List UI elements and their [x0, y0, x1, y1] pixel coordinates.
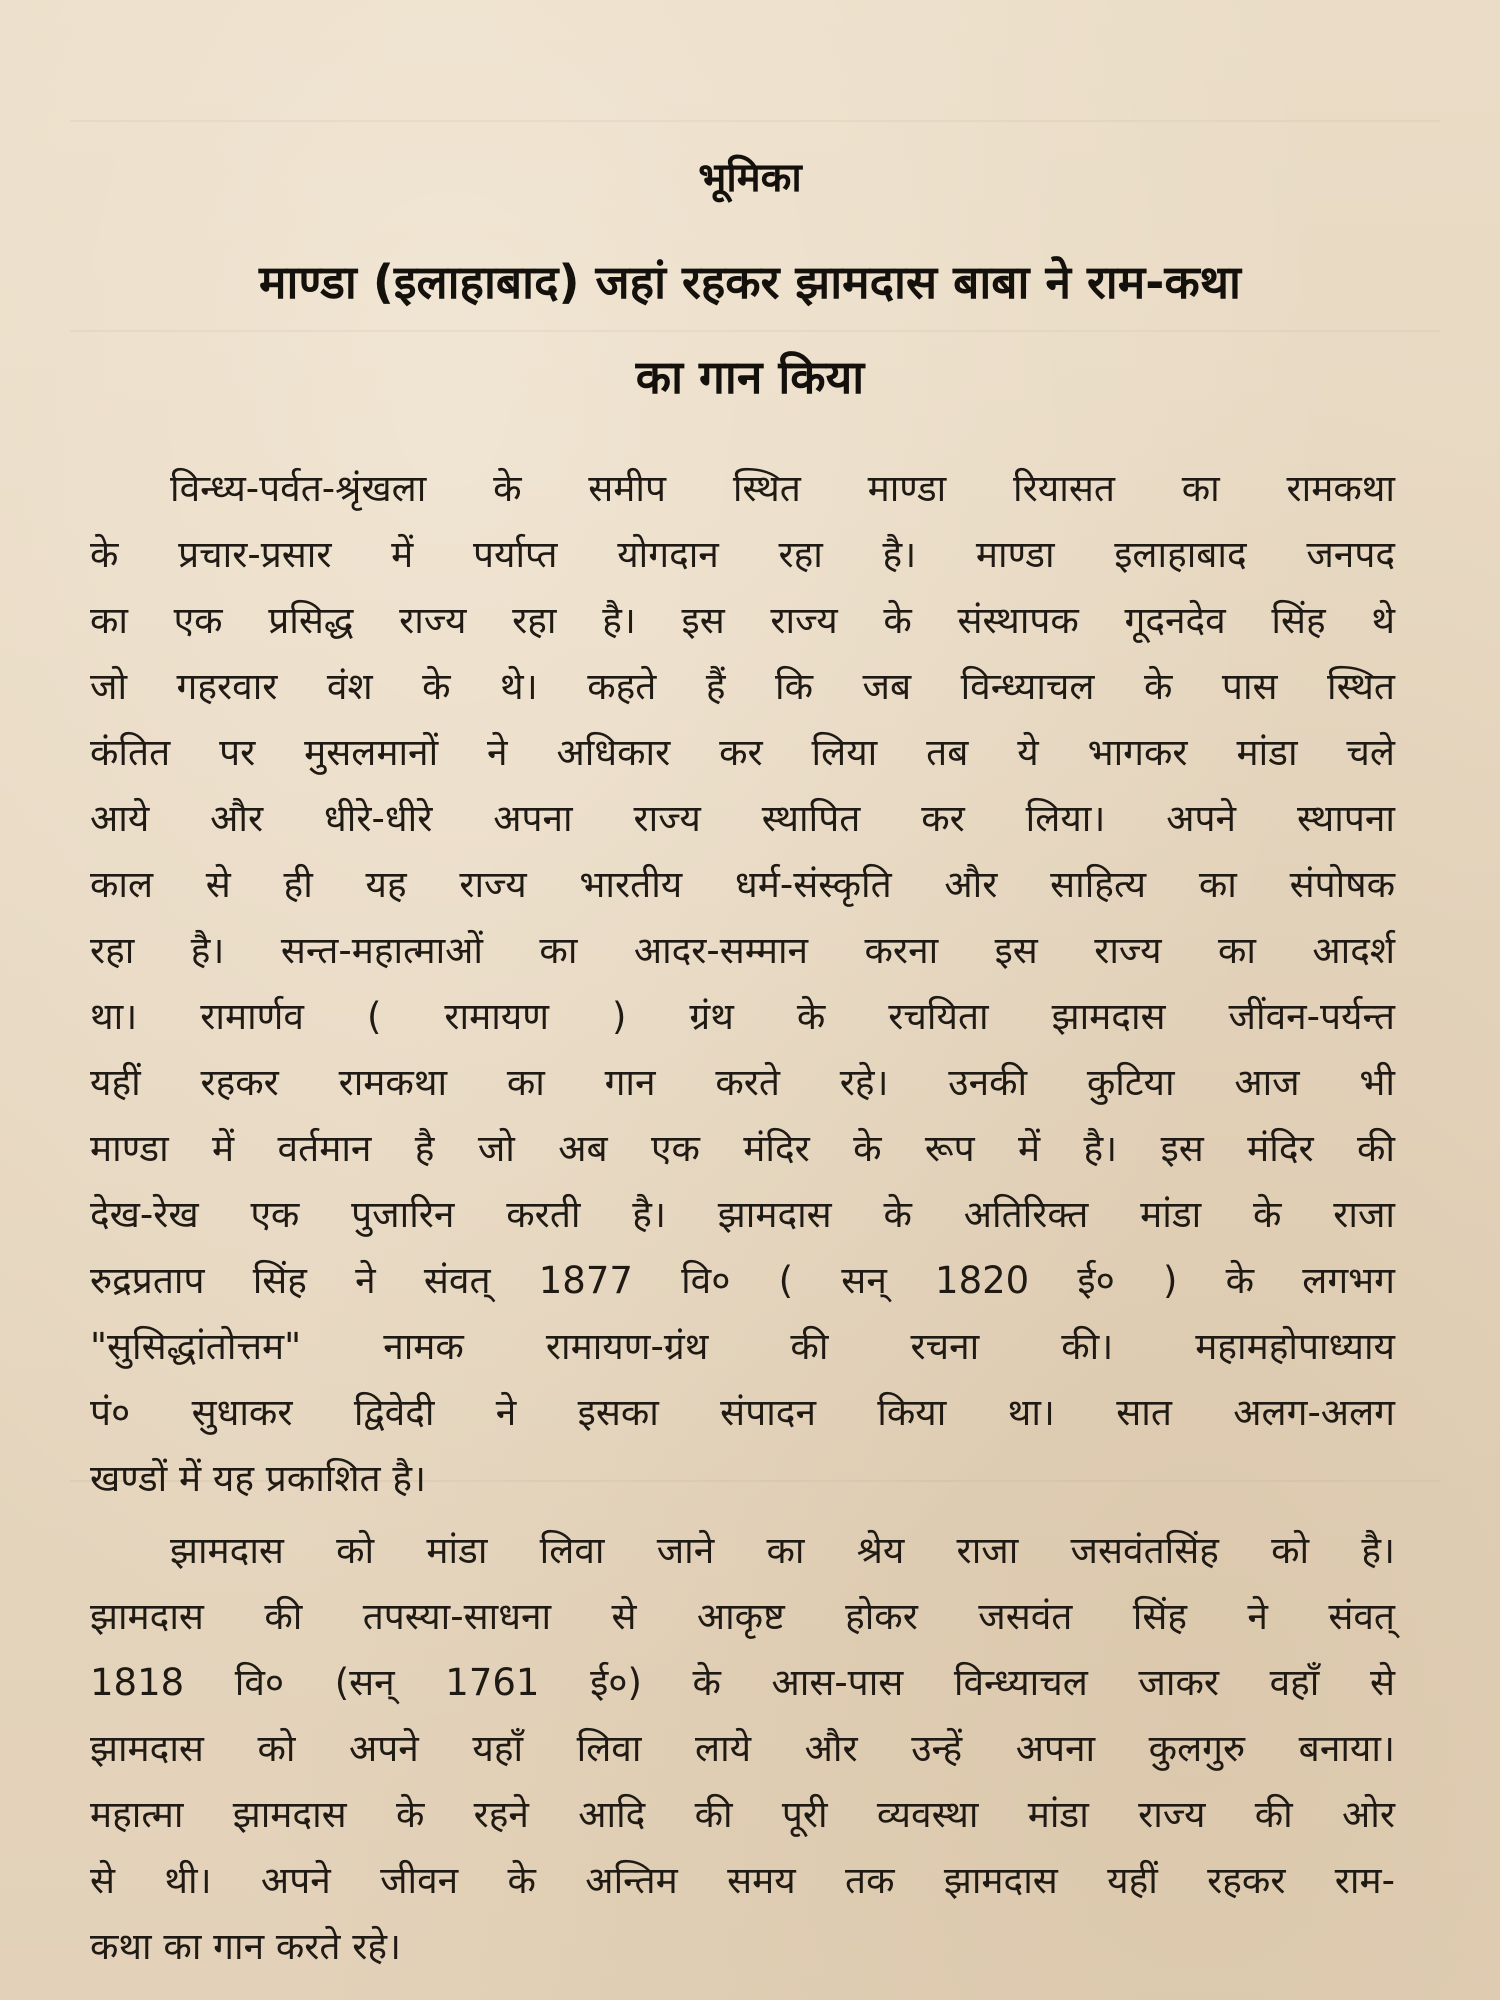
text-line: था। रामार्णव ( रामायण ) ग्रंथ के रचयिता झामदास जींवन-पर्यन्त: [90, 995, 1395, 1038]
text-line: देख-रेख एक पुजारिन करती है। झामदास के अतिरिक्त मांडा के राजा: [90, 1193, 1395, 1236]
text-line: कंतित पर मुसलमानों ने अधिकार कर लिया तब ये भागकर मांडा चले: [90, 731, 1395, 774]
text-line: पं० सुधाकर द्विवेदी ने इसका संपादन किया था। सात अलग-अलग: [90, 1391, 1395, 1434]
text-line: आये और धीरे-धीरे अपना राज्य स्थापित कर लिया। अपने स्थापना: [90, 797, 1395, 840]
text-line: झामदास को मांडा लिवा जाने का श्रेय राजा जसवंतसिंह को है।: [170, 1529, 1395, 1572]
text-line: माण्डा में वर्तमान है जो अब एक मंदिर के रूप में है। इस मंदिर की: [90, 1127, 1395, 1170]
text-line: रुद्रप्रताप सिंह ने संवत् 1877 वि० ( सन् 1820 ई० ) के लगभग: [90, 1259, 1395, 1302]
text-line: जो गहरवार वंश के थे। कहते हैं कि जब विन्ध्याचल के पास स्थित: [90, 665, 1395, 708]
title-line-1: माण्डा (इलाहाबाद) जहां रहकर झामदास बाबा ने राम-कथा: [259, 255, 1241, 309]
text-line: काल से ही यह राज्य भारतीय धर्म-संस्कृति और साहित्य का संपोषक: [90, 863, 1395, 906]
text-line: 1818 वि० (सन् 1761 ई०) के आस-पास विन्ध्याचल जाकर वहाँ से: [90, 1661, 1395, 1704]
text-line: "सुसिद्धांतोत्तम" नामक रामायण-ग्रंथ की रचना की। महामहोपाध्याय: [90, 1325, 1395, 1368]
text-line: यहीं रहकर रामकथा का गान करते रहे। उनकी कुटिया आज भी: [90, 1061, 1395, 1104]
text-line: कथा का गान करते रहे।: [90, 1925, 402, 1968]
text-line: झामदास की तपस्या-साधना से आकृष्ट होकर जसवंत सिंह ने संवत्: [90, 1595, 1395, 1638]
bleed-through-mark: [70, 120, 1440, 122]
text-line: से थी। अपने जीवन के अन्तिम समय तक झामदास यहीं रहकर राम-: [90, 1859, 1395, 1902]
text-line: खण्डों में यह प्रकाशित है।: [90, 1457, 427, 1500]
paragraph-2: [90, 1518, 1395, 1980]
text-line: के प्रचार-प्रसार में पर्याप्त योगदान रहा है। माण्डा इलाहाबाद जनपद: [90, 533, 1395, 576]
bleed-through-mark: [70, 330, 1440, 332]
paragraph-1: [90, 456, 1395, 1512]
section-heading: भूमिका: [698, 155, 802, 201]
text-line: विन्ध्य-पर्वत-श्रृंखला के समीप स्थित माण्डा रियासत का रामकथा: [170, 467, 1395, 510]
title-line-2: का गान किया: [635, 350, 865, 404]
text-line: महात्मा झामदास के रहने आदि की पूरी व्यवस्था मांडा राज्य की ओर: [90, 1793, 1395, 1836]
text-line: झामदास को अपने यहाँ लिवा लाये और उन्हें अपना कुलगुरु बनाया।: [90, 1727, 1395, 1770]
text-line: रहा है। सन्त-महात्माओं का आदर-सम्मान करना इस राज्य का आदर्श: [90, 929, 1395, 972]
text-line: का एक प्रसिद्ध राज्य रहा है। इस राज्य के संस्थापक गूदनदेव सिंह थे: [90, 599, 1395, 642]
